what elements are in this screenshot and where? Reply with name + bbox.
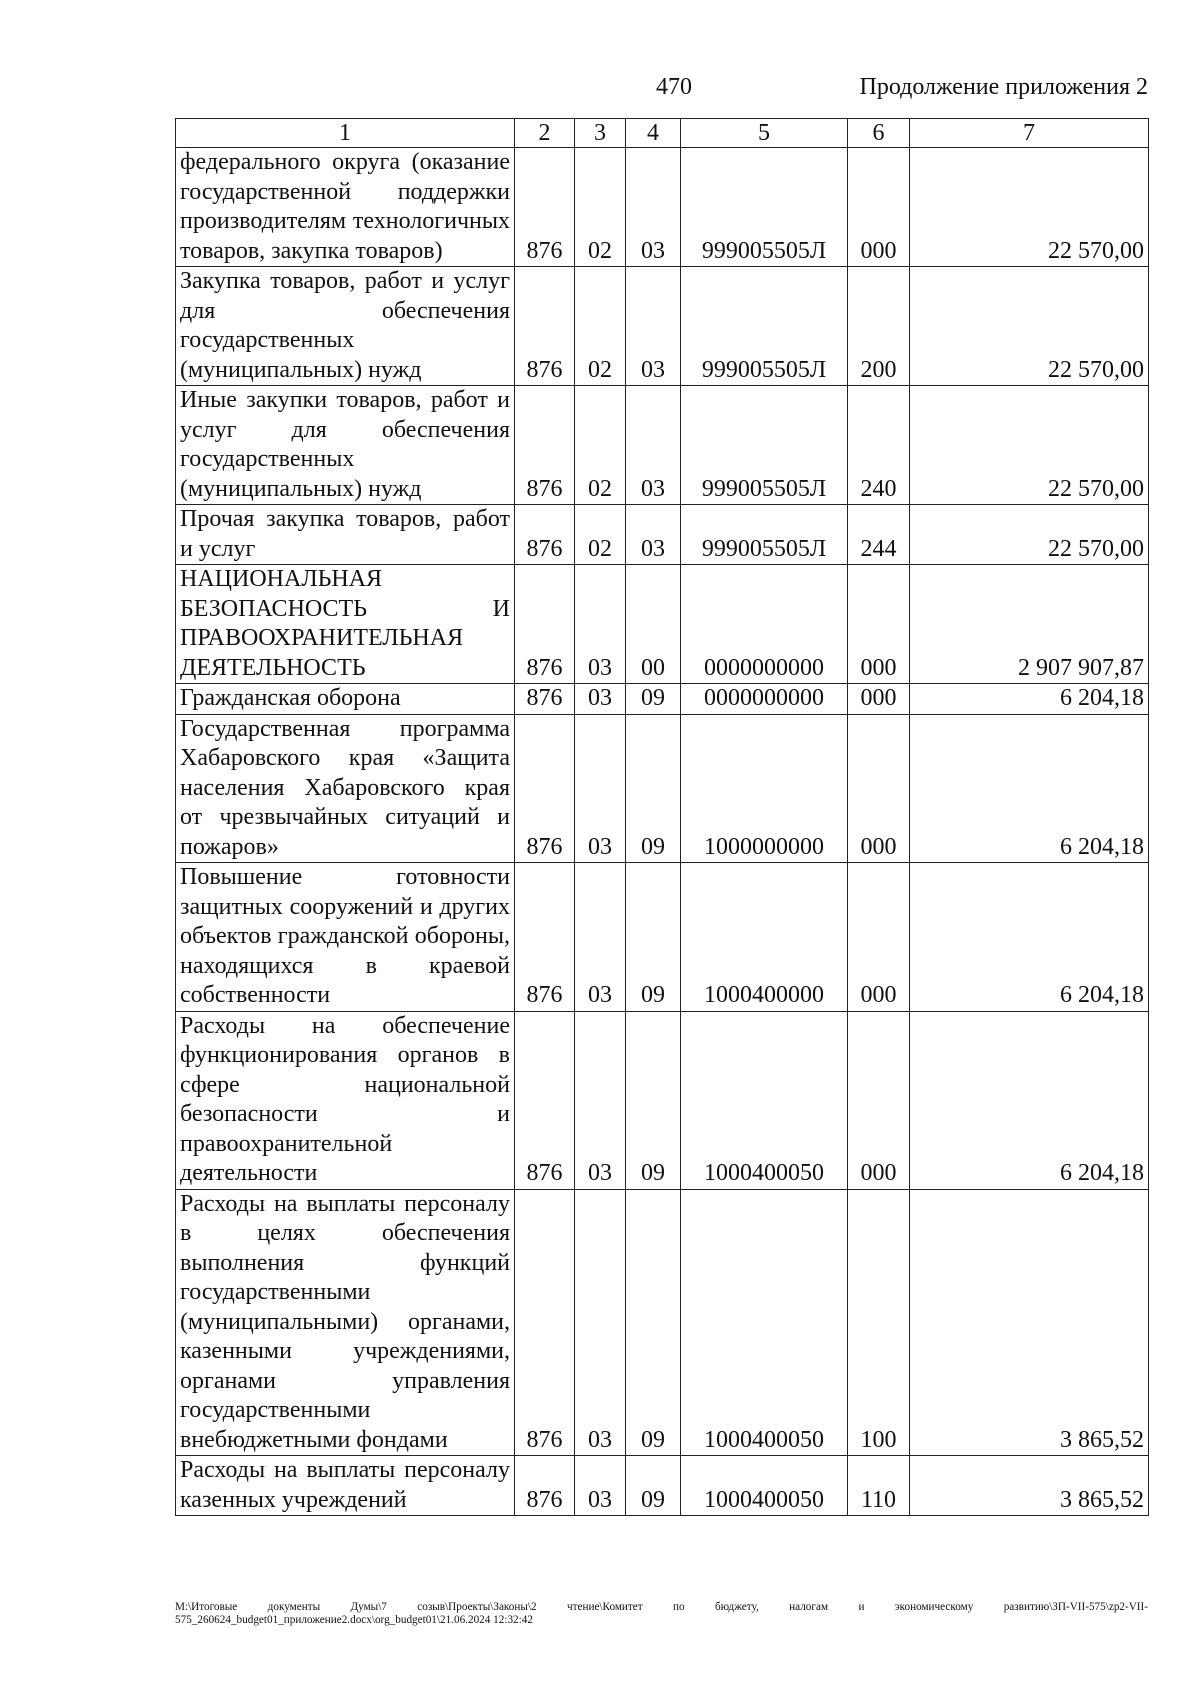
cell-col4: 09 xyxy=(626,714,681,863)
table-row xyxy=(176,148,1149,267)
cell-col2: 876 xyxy=(515,386,575,505)
budget-table xyxy=(175,118,1149,1516)
table-header xyxy=(176,119,1149,148)
cell-col6: 000 xyxy=(848,684,910,715)
cell-col3: 02 xyxy=(575,505,626,565)
cell-col3: 03 xyxy=(575,1456,626,1516)
cell-col6: 200 xyxy=(848,267,910,386)
cell-col4: 09 xyxy=(626,1456,681,1516)
row-name: Государственная программа Хабаровского края «Защита населения Хабаровского края от чрезвычайных ситуаций и пожаров» xyxy=(176,714,515,863)
cell-col2: 876 xyxy=(515,1189,575,1456)
cell-col6: 000 xyxy=(848,148,910,267)
cell-amount: 3 865,52 xyxy=(910,1456,1149,1516)
cell-amount: 22 570,00 xyxy=(910,148,1149,267)
table-row xyxy=(176,565,1149,684)
cell-col2: 876 xyxy=(515,267,575,386)
row-name: Расходы на обеспечение функционирования органов в сфере национальной безопасности и правоохранительной деятельности xyxy=(176,1011,515,1189)
column-header-2: 2 xyxy=(515,119,575,148)
cell-col2: 876 xyxy=(515,148,575,267)
cell-col4: 09 xyxy=(626,1011,681,1189)
cell-amount: 3 865,52 xyxy=(910,1189,1149,1456)
cell-amount: 6 204,18 xyxy=(910,1011,1149,1189)
cell-col2: 876 xyxy=(515,863,575,1012)
row-name: Закупка товаров, работ и услуг для обеспечения государственных (муниципальных) нужд xyxy=(176,267,515,386)
cell-amount: 22 570,00 xyxy=(910,267,1149,386)
cell-col5: 999005505Л xyxy=(681,386,848,505)
cell-col4: 09 xyxy=(626,863,681,1012)
row-name: федерального округа (оказание государственной поддержки производителям технологичных товаров, закупка товаров) xyxy=(176,148,515,267)
cell-col2: 876 xyxy=(515,1456,575,1516)
cell-col5: 1000400050 xyxy=(681,1189,848,1456)
cell-col3: 02 xyxy=(575,267,626,386)
column-header-3: 3 xyxy=(575,119,626,148)
cell-col6: 244 xyxy=(848,505,910,565)
table-row xyxy=(176,505,1149,565)
row-name: Расходы на выплаты персоналу казенных учреждений xyxy=(176,1456,515,1516)
file-path-footer: М:\Итоговые документы Думы\7 созыв\Проекты\Законы\2 чтение\Комитет по бюджету, налогам и экономическому развитию\ЗП-VII-575\zp2-VII-575_260624_budget01_приложение2.docx\org_budget01\21.06.2024 12:32:42 xyxy=(175,1601,1148,1626)
column-header-1: 1 xyxy=(176,119,515,148)
cell-col5: 1000400050 xyxy=(681,1456,848,1516)
cell-col6: 000 xyxy=(848,565,910,684)
cell-col5: 999005505Л xyxy=(681,505,848,565)
cell-col5: 1000400050 xyxy=(681,1011,848,1189)
page-number: 470 xyxy=(656,74,692,100)
cell-col4: 03 xyxy=(626,148,681,267)
column-header-5: 5 xyxy=(681,119,848,148)
table-row xyxy=(176,1456,1149,1516)
cell-col6: 240 xyxy=(848,386,910,505)
cell-amount: 6 204,18 xyxy=(910,684,1149,715)
cell-col5: 0000000000 xyxy=(681,684,848,715)
cell-col5: 999005505Л xyxy=(681,148,848,267)
cell-col3: 02 xyxy=(575,148,626,267)
cell-col5: 999005505Л xyxy=(681,267,848,386)
table-body xyxy=(176,148,1149,1516)
cell-col4: 09 xyxy=(626,1189,681,1456)
cell-col3: 02 xyxy=(575,386,626,505)
table-row xyxy=(176,863,1149,1012)
row-name: НАЦИОНАЛЬНАЯ БЕЗОПАСНОСТЬ И ПРАВООХРАНИТЕЛЬНАЯ ДЕЯТЕЛЬНОСТЬ xyxy=(176,565,515,684)
cell-col3: 03 xyxy=(575,1189,626,1456)
cell-col2: 876 xyxy=(515,1011,575,1189)
table-row xyxy=(176,386,1149,505)
column-header-6: 6 xyxy=(848,119,910,148)
table-row xyxy=(176,714,1149,863)
cell-col6: 000 xyxy=(848,863,910,1012)
cell-col4: 00 xyxy=(626,565,681,684)
cell-amount: 2 907 907,87 xyxy=(910,565,1149,684)
column-header-7: 7 xyxy=(910,119,1149,148)
cell-col2: 876 xyxy=(515,505,575,565)
row-name: Гражданская оборона xyxy=(176,684,515,715)
row-name: Расходы на выплаты персоналу в целях обеспечения выполнения функций государственными (муниципальными) органами, казенными учреждениями, органами управления государственными внебюджетными фондами xyxy=(176,1189,515,1456)
cell-amount: 6 204,18 xyxy=(910,863,1149,1012)
cell-col2: 876 xyxy=(515,714,575,863)
table-row xyxy=(176,1189,1149,1456)
cell-col3: 03 xyxy=(575,714,626,863)
continuation-label: Продолжение приложения 2 xyxy=(859,74,1148,100)
cell-amount: 6 204,18 xyxy=(910,714,1149,863)
cell-col4: 03 xyxy=(626,505,681,565)
cell-col6: 000 xyxy=(848,1011,910,1189)
table-row xyxy=(176,684,1149,715)
cell-col2: 876 xyxy=(515,684,575,715)
cell-col6: 100 xyxy=(848,1189,910,1456)
row-name: Прочая закупка товаров, работ и услуг xyxy=(176,505,515,565)
cell-col4: 09 xyxy=(626,684,681,715)
cell-col2: 876 xyxy=(515,565,575,684)
cell-amount: 22 570,00 xyxy=(910,505,1149,565)
cell-col4: 03 xyxy=(626,267,681,386)
cell-col5: 1000000000 xyxy=(681,714,848,863)
cell-col6: 110 xyxy=(848,1456,910,1516)
cell-col4: 03 xyxy=(626,386,681,505)
cell-col3: 03 xyxy=(575,863,626,1012)
cell-col3: 03 xyxy=(575,684,626,715)
cell-amount: 22 570,00 xyxy=(910,386,1149,505)
cell-col5: 0000000000 xyxy=(681,565,848,684)
header-row xyxy=(176,119,1149,148)
cell-col5: 1000400000 xyxy=(681,863,848,1012)
row-name: Иные закупки товаров, работ и услуг для обеспечения государственных (муниципальных) нужд xyxy=(176,386,515,505)
row-name: Повышение готовности защитных сооружений и других объектов гражданской обороны, находящихся в краевой собственности xyxy=(176,863,515,1012)
table-row xyxy=(176,1011,1149,1189)
cell-col3: 03 xyxy=(575,1011,626,1189)
cell-col3: 03 xyxy=(575,565,626,684)
table-row xyxy=(176,267,1149,386)
cell-col6: 000 xyxy=(848,714,910,863)
column-header-4: 4 xyxy=(626,119,681,148)
